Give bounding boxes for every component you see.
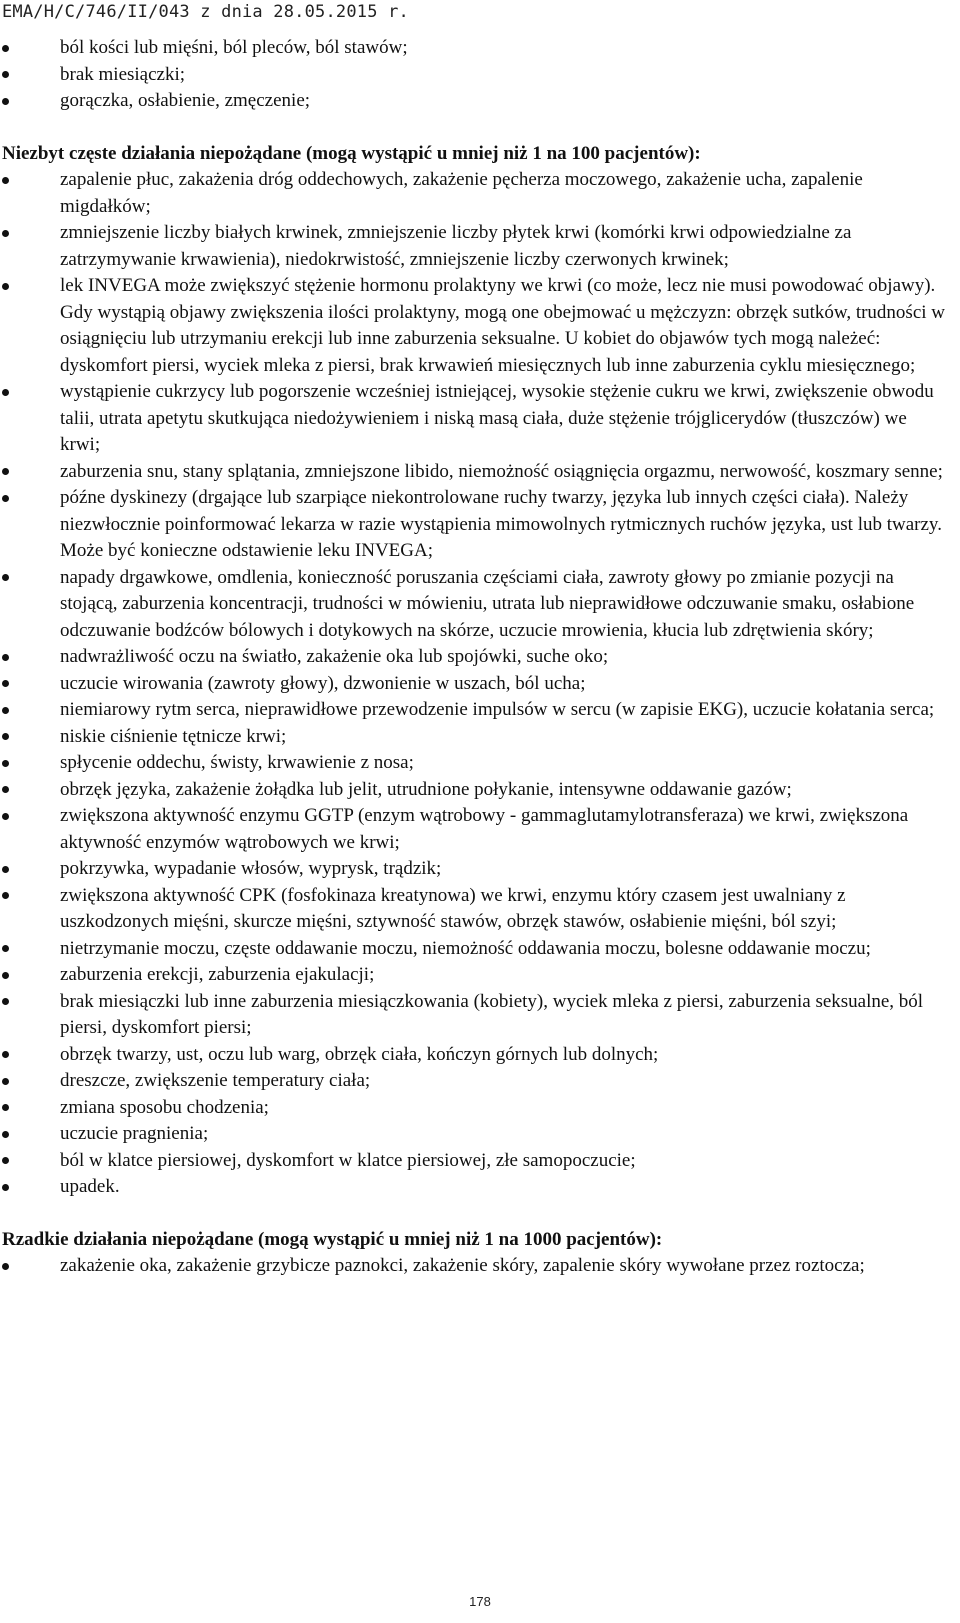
list-item: zmniejszenie liczby białych krwinek, zmniejszenie liczby płytek krwi (komórki krwi odpowiedzialne za zatrzymywanie krwawienia), niedokrwistość, zmniejszenie liczby czerwonych krwinek; [0,220,950,273]
document-reference: EMA/H/C/746/II/043 z dnia 28.05.2015 r. [2,2,409,22]
list-item: gorączka, osłabienie, zmęczenie; [0,88,950,115]
list-item: niskie ciśnienie tętnicze krwi; [0,724,950,751]
list-item: obrzęk języka, zakażenie żołądka lub jelit, utrudnione połykanie, intensywne oddawanie gazów; [0,777,950,804]
list-item: obrzęk twarzy, ust, oczu lub warg, obrzęk ciała, kończyn górnych lub dolnych; [0,1042,950,1069]
list-item: ból kości lub mięśni, ból pleców, ból stawów; [0,35,950,62]
list-item: dreszcze, zwiększenie temperatury ciała; [0,1068,950,1095]
list-item: wystąpienie cukrzycy lub pogorszenie wcześniej istniejącej, wysokie stężenie cukru we krwi, zwiększenie obwodu talii, utrata apetytu skutkująca niedożywieniem i niską masą ciała, duże stężenie trójglicerydów (tłuszczów) we krwi; [0,379,950,459]
list-item: zwiększona aktywność enzymu GGTP (enzym wątrobowy - gammaglutamylotransferaza) we krwi, zwiększona aktywność enzymów wątrobowych we krwi; [0,803,950,856]
list-item: nadwrażliwość oczu na światło, zakażenie oka lub spojówki, suche oko; [0,644,950,671]
list-item: zaburzenia erekcji, zaburzenia ejakulacji; [0,962,950,989]
top-bullet-list [0,35,950,115]
page-number: 178 [469,1594,491,1609]
rare-effects-list [0,1253,950,1280]
list-item: zakażenie oka, zakażenie grzybicze paznokci, zakażenie skóry, zapalenie skóry wywołane przez roztocza; [0,1253,950,1280]
list-item: napady drgawkowe, omdlenia, konieczność poruszania częściami ciała, zawroty głowy po zmianie pozycji na stojącą, zaburzenia koncentracji, trudności w mówieniu, utrata lub nieprawidłowe odczuwanie smaku, osłabione odczuwanie bodźców bólowych i dotykowych na skórze, uczucie mrowienia, kłucia lub zdrętwienia skóry; [0,565,950,645]
list-item: zmiana sposobu chodzenia; [0,1095,950,1122]
list-item: zapalenie płuc, zakażenia dróg oddechowych, zakażenie pęcherza moczowego, zakażenie ucha, zapalenie migdałków; [0,167,950,220]
list-item: zaburzenia snu, stany splątania, zmniejszone libido, niemożność osiągnięcia orgazmu, nerwowość, koszmary senne; [0,459,950,486]
list-item: późne dyskinezy (drgające lub szarpiące niekontrolowane ruchy twarzy, języka lub innych części ciała). Należy niezwłocznie poinformować lekarza w razie wystąpienia mimowolnych rytmicznych ruchów języka, ust lub twarzy. Może być konieczne odstawienie leku INVEGA; [0,485,950,565]
section-heading-uncommon: Niezbyt częste działania niepożądane (mogą wystąpić u mniej niż 1 na 100 pacjentów): [2,142,701,164]
list-item: brak miesiączki lub inne zaburzenia miesiączkowania (kobiety), wyciek mleka z piersi, zaburzenia seksualne, ból piersi, dyskomfort piersi; [0,989,950,1042]
list-item: zwiększona aktywność CPK (fosfokinaza kreatynowa) we krwi, enzymu który czasem jest uwalniany z uszkodzonych mięśni, skurcze mięśni, sztywność stawów, obrzęk stawów, osłabienie mięśni, ból szyi; [0,883,950,936]
uncommon-effects-list [0,167,950,1201]
list-item: uczucie wirowania (zawroty głowy), dzwonienie w uszach, ból ucha; [0,671,950,698]
list-item: brak miesiączki; [0,62,950,89]
list-item: ból w klatce piersiowej, dyskomfort w klatce piersiowej, złe samopoczucie; [0,1148,950,1175]
list-item: nietrzymanie moczu, częste oddawanie moczu, niemożność oddawania moczu, bolesne oddawanie moczu; [0,936,950,963]
list-item: pokrzywka, wypadanie włosów, wyprysk, trądzik; [0,856,950,883]
list-item: niemiarowy rytm serca, nieprawidłowe przewodzenie impulsów w sercu (w zapisie EKG), uczucie kołatania serca; [0,697,950,724]
section-heading-rare: Rzadkie działania niepożądane (mogą wystąpić u mniej niż 1 na 1000 pacjentów): [2,1228,663,1250]
document-body [0,35,950,1280]
list-item: spłycenie oddechu, świsty, krwawienie z nosa; [0,750,950,777]
list-item: upadek. [0,1174,950,1201]
list-item: lek INVEGA może zwiększyć stężenie hormonu prolaktyny we krwi (co może, lecz nie musi powodować objawy). Gdy wystąpią objawy zwiększenia ilości prolaktyny, mogą one obejmować u mężczyzn: obrzęk sutków, trudności w osiągnięciu lub utrzymaniu erekcji lub inne zaburzenia seksualne. U kobiet do objawów tych mogą należeć: dyskomfort piersi, wyciek mleka z piersi, brak krwawień miesięcznych lub inne zaburzenia cyklu miesięcznego; [0,273,950,379]
list-item: uczucie pragnienia; [0,1121,950,1148]
